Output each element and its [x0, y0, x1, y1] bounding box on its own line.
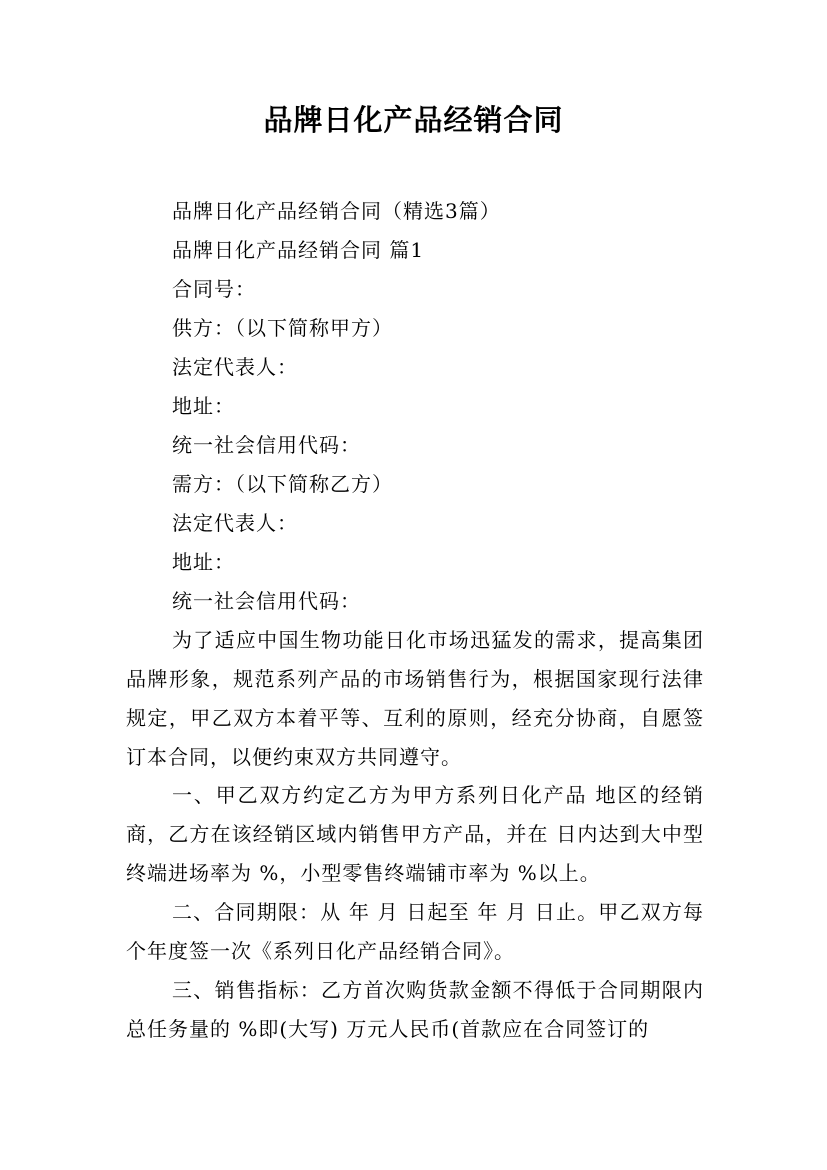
- supplier-address-label: 地址：: [172, 394, 235, 418]
- supplier-representative-label: 法定代表人：: [172, 355, 298, 379]
- clause-2-paragraph: 二、合同期限：从 年 月 日起至 年 月 日止。甲乙双方每个年度签一次《系列日化产品经销合同》。: [126, 900, 704, 963]
- clause-1-paragraph: 一、甲乙双方约定乙方为甲方系列日化产品 地区的经销商，乙方在该经销区域内销售甲方产品，并在 日内达到大中型终端进场率为 %，小型零售终端铺市率为 %以上。: [126, 783, 704, 885]
- supplier-credit-code-label: 统一社会信用代码：: [172, 433, 361, 457]
- buyer-label: 需方：（以下简称乙方）: [172, 472, 393, 496]
- buyer-credit-code-label: 统一社会信用代码：: [172, 589, 361, 613]
- clause-3-paragraph: 三、销售指标：乙方首次购货款金额不得低于合同期限内总任务量的 %即(大写) 万元人民币(首款应在合同签订的: [126, 978, 704, 1041]
- buyer-representative-label: 法定代表人：: [172, 511, 298, 535]
- supplier-label: 供方：（以下简称甲方）: [172, 316, 393, 340]
- section-heading: 品牌日化产品经销合同 篇1: [172, 238, 425, 262]
- buyer-address-label: 地址：: [172, 550, 235, 574]
- subtitle-line: 品牌日化产品经销合同（精选3篇）: [172, 199, 501, 223]
- contract-number-label: 合同号：: [172, 277, 256, 301]
- document-title: 品牌日化产品经销合同: [263, 103, 564, 137]
- preamble-paragraph: 为了适应中国生物功能日化市场迅猛发的需求，提高集团品牌形象，规范系列产品的市场销售行为，根据国家现行法律规定，甲乙双方本着平等、互利的原则，经充分协商，自愿签订本合同，以便约束双方共同遵守。: [126, 628, 704, 769]
